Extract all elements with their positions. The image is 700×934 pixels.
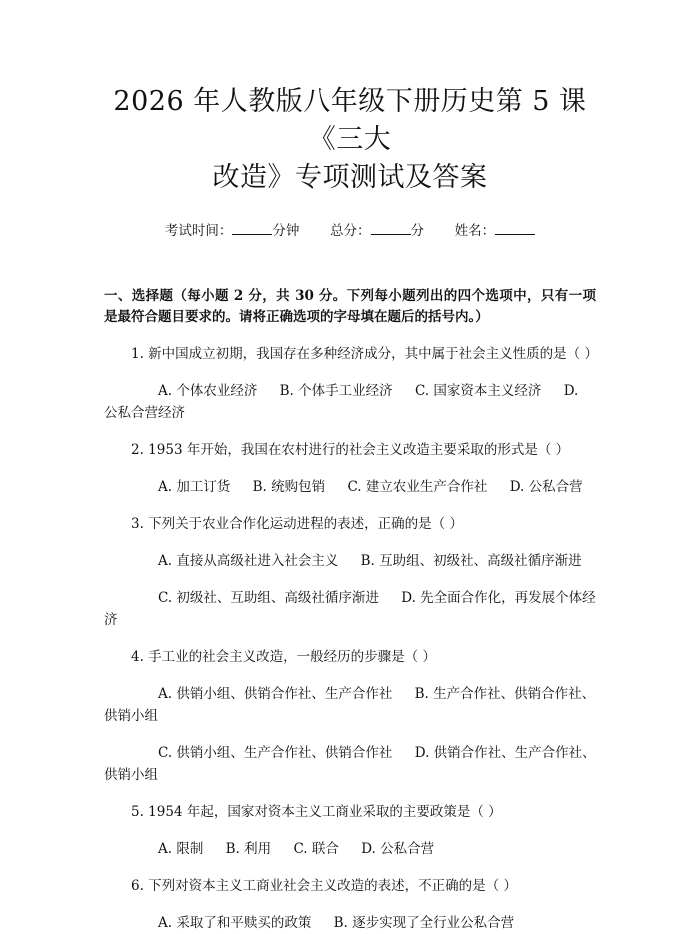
score-blank[interactable] [371, 222, 411, 235]
option-b: B. 生产合作社、供销合作社、供销小组 [104, 686, 596, 724]
section-heading-choice: 一、选择题（每小题 2 分，共 30 分。下列每小题列出的四个选项中，只有一项是最符合题目要求的。请将正确选项的字母填在题后的括号内。） [104, 288, 596, 325]
option-a: A. 采取了和平赎买的政策 [158, 915, 312, 931]
document-title [104, 0, 596, 197]
option-b: B. 利用 [225, 841, 272, 857]
question-options [104, 683, 596, 727]
time-unit: 分钟 [272, 223, 300, 239]
title-line-2: 改造》专项测试及答案 [212, 162, 488, 193]
option-d: D. 公私合营 [509, 479, 583, 495]
title-line-1: 2026 年人教版八年级下册历史第 5 课《三大 [113, 86, 587, 155]
option-b: B. 逐步实现了全行业公私合营 [333, 915, 515, 931]
option-d: D. 先全面合作化，再发展个体经济 [104, 590, 596, 628]
question-options [104, 912, 596, 934]
option-d: D. 公私合营经济 [104, 383, 579, 421]
option-a: A. 限制 [158, 841, 204, 857]
option-a: A. 个体农业经济 [158, 383, 258, 399]
question-stem: 3. 下列关于农业合作化运动进程的表述，正确的是（ ） [131, 516, 463, 532]
name-blank[interactable] [495, 222, 535, 235]
option-b: B. 互助组、初级社、高级社循序渐进 [360, 553, 582, 569]
exam-meta [104, 222, 596, 240]
name-label: 姓名： [454, 223, 496, 239]
option-c: C. 建立农业生产合作社 [347, 479, 488, 495]
question-options [104, 380, 596, 424]
option-c: C. 国家资本主义经济 [414, 383, 542, 399]
question-options [104, 476, 596, 498]
question-options [104, 838, 596, 860]
score-label: 总分： [330, 223, 371, 239]
option-c: C. 联合 [293, 841, 339, 857]
option-d: D. 供销合作社、生产合作社、供销小组 [104, 745, 596, 783]
option-c: C. 供销小组、生产合作社、供销合作社 [158, 745, 393, 761]
time-blank[interactable] [232, 222, 272, 235]
question-stem: 4. 手工业的社会主义改造，一般经历的步骤是（ ） [131, 649, 436, 665]
time-label: 考试时间： [164, 223, 233, 239]
question-stem: 2. 1953 年开始，我国在农村进行的社会主义改造主要采取的形式是（ ） [131, 442, 570, 458]
option-b: B. 统购包销 [252, 479, 326, 495]
option-c: C. 初级社、互助组、高级社循序渐进 [158, 590, 379, 606]
question-stem: 6. 下列对资本主义工商业社会主义改造的表述，不正确的是（ ） [131, 878, 517, 894]
option-b: B. 个体手工业经济 [279, 383, 393, 399]
question-options [104, 550, 596, 572]
option-a: A. 供销小组、供销合作社、生产合作社 [158, 686, 393, 702]
option-a: A. 直接从高级社进入社会主义 [158, 553, 339, 569]
score-unit: 分 [410, 223, 424, 239]
question-options [104, 587, 596, 631]
question-stem: 5. 1954 年起，国家对资本主义工商业采取的主要政策是（ ） [131, 804, 502, 820]
question-options [104, 742, 596, 786]
option-d: D. 公私合营 [361, 841, 435, 857]
question-stem: 1. 新中国成立初期，我国存在多种经济成分，其中属于社会主义性质的是（ ） [131, 346, 598, 362]
option-a: A. 加工订货 [158, 479, 231, 495]
